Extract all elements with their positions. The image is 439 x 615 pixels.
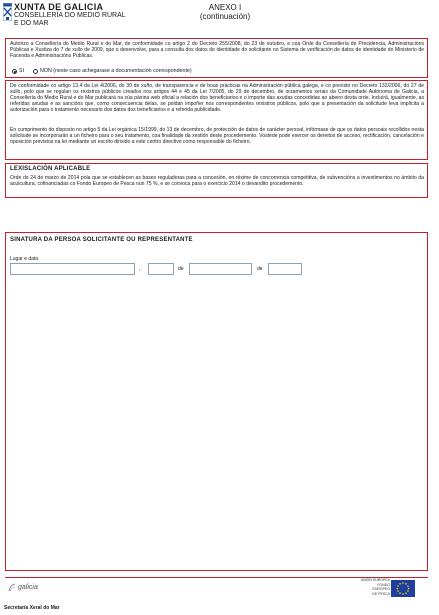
transparency-paragraph: De conformidade co artigo 13.4 da Lei 4/2006, do 30 de xuño, de transparencia e de boas prácticas na Administración pública galega, e co previsto no Decreto 132/2006, do 27 de xullo, polo que se regulan os rexistros públicos creados nos artigos 44 e 45 da Lei 7/2005, do 29 de decembro, de orzamentos xerais da Comunidade Autónoma de Galicia, a Consellería do Medio Rural e do Mar publicará na súa páxina web oficial a relación dos beneficiarios e o importe das axudas concedidas ao abeiro desta orde. Incluirá, igualmente, as referidas axudas e as sancións que, como consecuencia delas, se poidan impoñer nos correspondentes rexistros públicos, polo que a presentación da solicitude leva implícita a autorización para o tratamento necesario dos datos dos beneficiarios e a referida publicidade. [10, 83, 424, 114]
de-separator-1: de [178, 266, 184, 272]
authorization-text: Autorizo a Consellería do Medio Rural e do Mar, de conformidade co artigo 2 do Decreto 255/2008, do 23 de outubro, e coa Orde da Consellería de Presidencia, Administracións Públicas e Xustiza do 7 de xullo de 2009, que o desenvolve, para a consulta dos datos de identidade do solicitante no Sistema de verificación de datos de identidade do Ministerio de Facenda e Administracións Públicas. [10, 41, 424, 60]
eu-line-1: UNIÓN EUROPEA [360, 578, 390, 582]
secretaria-label: Secretaría Xeral do Mar [4, 605, 60, 611]
galicia-logo [8, 583, 38, 592]
signature-title: SINATURA DA PERSOA SOLICITANTE OU REPRESENTANTE [10, 237, 193, 243]
eu-line-2: FONDO EUROPEO [372, 582, 390, 592]
radio-yes[interactable] [12, 69, 17, 74]
eu-line-3: DE PESCA [372, 591, 390, 596]
day-field[interactable] [148, 263, 174, 275]
galicia-swirl-icon [8, 583, 16, 592]
eu-flag-icon [391, 580, 415, 597]
option-no[interactable] [33, 68, 192, 74]
legislation-text: Orde do 24 de marzo de 2014 pola que se establecen as bases reguladoras para a concesión, en réxime de concorrencia competitiva, de subvencións a investimentos no ámbito da acuicultura, cofinanciadas co Fondo Europeo de Pesca nun 75 %, e se convoca para o exercicio 2014 o devandito procedemento. [10, 175, 424, 188]
legislation-title: LEXISLACIÓN APLICABLE [10, 166, 91, 172]
comma-separator: , [139, 266, 141, 272]
galicia-logo-text: galicia [18, 584, 38, 591]
annex-title: ANEXO I [208, 3, 242, 12]
option-no-label: NON (neste caso achegarase a documentación correspondente) [40, 68, 192, 74]
radio-no[interactable] [33, 69, 38, 74]
annex-subtitle: (continuación) [199, 12, 251, 21]
data-protection-paragraph: En cumprimento do disposto no artigo 5 da Lei orgánica 15/1999, do 13 de decembro, de protección de datos de carácter persoal, infórmase de que os datos persoais recollidos nesta solicitude se incorporarán a un ficheiro para o seu tratamento, coa finalidade da xestión deste procedemento. Vostede pode exercer os dereitos de acceso, rectificación, cancelación e oposición previstos na lei mediante un escrito dirixido a este centro directivo como responsable do ficheiro. [10, 127, 424, 146]
option-yes[interactable] [12, 68, 24, 74]
xunta-shield-icon [3, 3, 12, 21]
annex-heading [180, 3, 270, 21]
place-field[interactable] [10, 263, 135, 275]
month-field[interactable] [189, 263, 252, 275]
dept-line-1: CONSELLERÍA DO MEDIO RURAL [14, 12, 126, 19]
dept-line-2: E DO MAR [14, 20, 49, 27]
de-separator-2: de [257, 266, 263, 272]
year-field[interactable] [268, 263, 302, 275]
place-date-label: Lugar e data [10, 256, 39, 262]
option-yes-label: SI [19, 68, 25, 74]
signature-box [5, 232, 428, 571]
eu-fund-text [360, 578, 390, 596]
organization-block [14, 2, 126, 28]
org-name: XUNTA DE GALICIA [14, 2, 104, 12]
